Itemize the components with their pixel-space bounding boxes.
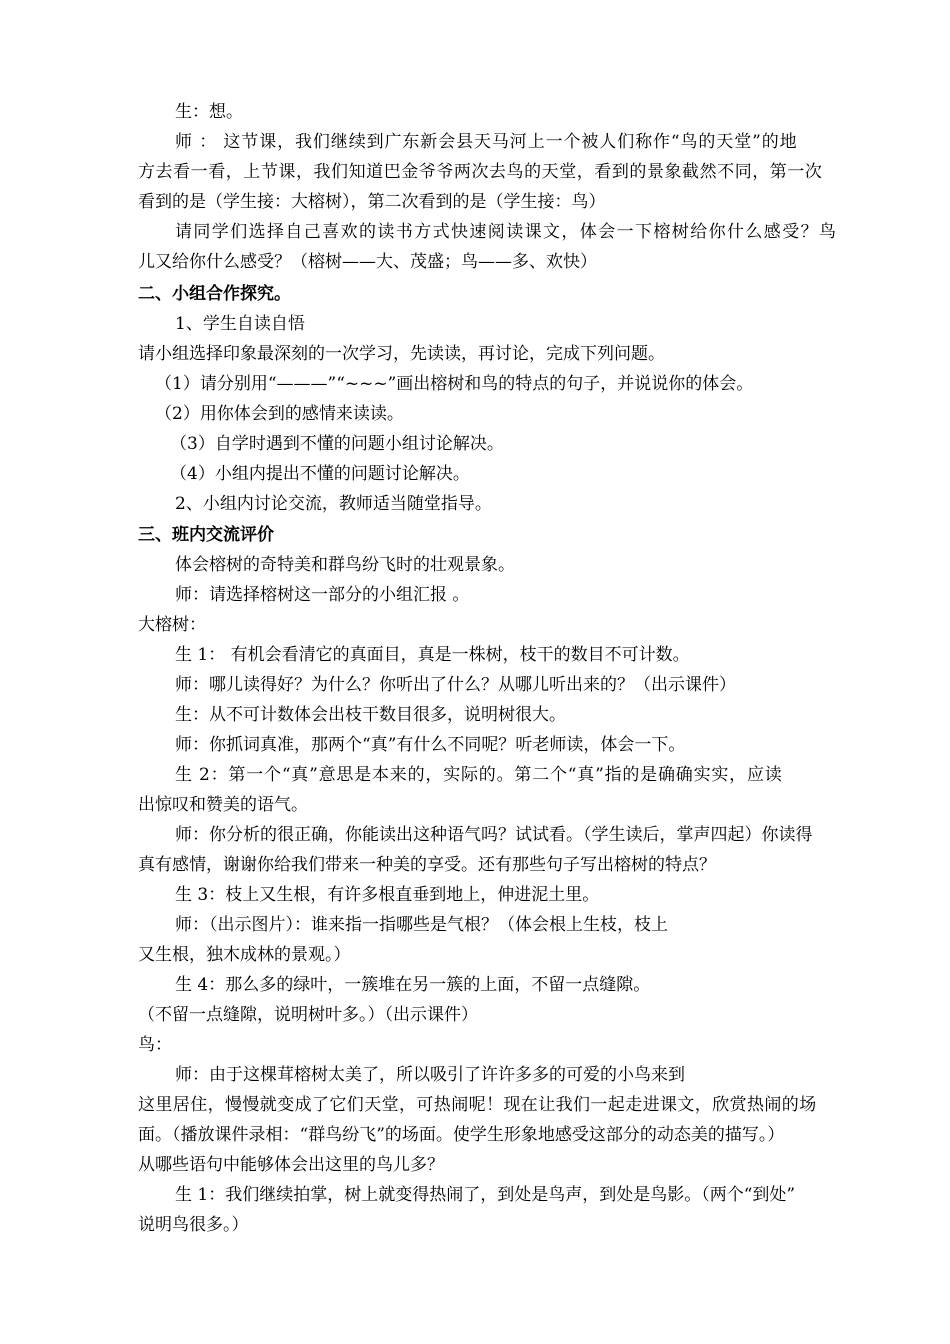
text-line: 体会榕树的奇特美和群鸟纷飞时的壮观景象。 xyxy=(175,555,515,575)
text-line: （3）自学时遇到不懂的问题小组讨论解决。 xyxy=(170,434,504,454)
section-heading: 二、小组合作探究。 xyxy=(138,284,291,304)
text-line: （2）用你体会到的感情来读读。 xyxy=(155,404,404,424)
text-line: 看到的是（学生接：大榕树），第二次看到的是（学生接：鸟） xyxy=(138,192,606,212)
text-line: 师：由于这棵茸榕树太美了，所以吸引了许许多多的可爱的小鸟来到 xyxy=(175,1065,685,1085)
text-line: 生 3：枝上又生根，有许多根直垂到地上，伸进泥土里。 xyxy=(175,885,600,905)
text-line: 出惊叹和赞美的语气。 xyxy=(138,795,308,815)
text-line: 又生根，独木成林的景观。） xyxy=(138,945,351,965)
section-heading: 三、班内交流评价 xyxy=(138,525,274,545)
text-line: 师：请选择榕树这一部分的小组汇报 。 xyxy=(175,585,470,605)
text-line: 鸟： xyxy=(138,1035,172,1055)
text-line: 生：从不可计数体会出枝干数目很多，说明树很大。 xyxy=(175,705,566,725)
text-line: 从哪些语句中能够体会出这里的鸟儿多？ xyxy=(138,1155,444,1175)
text-line: 1、学生自读自悟 xyxy=(175,314,305,334)
text-line: 儿又给你什么感受？（榕树——大、茂盛；鸟——多、欢快） xyxy=(138,252,597,272)
text-line: （4）小组内提出不懂的问题讨论解决。 xyxy=(170,464,470,484)
text-line: 生 1： 有机会看清它的真面目，真是一株树，枝干的数目不可计数。 xyxy=(175,645,690,665)
text-line: 师：哪儿读得好？为什么？你听出了什么？从哪儿听出来的？（出示课件） xyxy=(175,675,736,695)
text-line: 面。（播放课件录相：“群鸟纷飞”的场面。使学生形象地感受这部分的动态美的描写。） xyxy=(138,1125,785,1145)
text-line: 大榕树： xyxy=(138,615,206,635)
text-line: 生：想。 xyxy=(175,102,243,122)
text-line: （不留一点缝隙，说明树叶多。）（出示课件） xyxy=(138,1005,478,1025)
text-line: 师：你分析的很正确，你能读出这种语气吗？试试看。（学生读后，掌声四起）你读得 xyxy=(175,825,813,845)
text-line: 师 ： 这节课，我们继续到广东新会县天马河上一个被人们称作“鸟的天堂”的地 xyxy=(175,132,798,152)
text-line: （1）请分别用“———”“~~~”画出榕树和鸟的特点的句子，并说说你的体会。 xyxy=(155,374,754,394)
text-line: 师：（出示图片）：谁来指一指哪些是气根？（体会根上生枝，枝上 xyxy=(175,915,668,935)
text-line: 2、小组内讨论交流，教师适当随堂指导。 xyxy=(175,494,492,514)
text-line: 说明鸟很多。） xyxy=(138,1215,249,1235)
text-line: 方去看一看，上节课，我们知道巴金爷爷两次去鸟的天堂，看到的景象截然不同，第一次 xyxy=(138,162,823,182)
text-line: 真有感情，谢谢你给我们带来一种美的享受。还有那些句子写出榕树的特点？ xyxy=(138,855,716,875)
text-line: 师：你抓词真准，那两个“真”有什么不同呢？听老师读，体会一下。 xyxy=(175,735,686,755)
text-line: 请同学们选择自己喜欢的读书方式快速阅读课文，体会一下榕树给你什么感受？鸟 xyxy=(175,222,838,242)
text-line: 生 4：那么多的绿叶，一簇堆在另一簇的上面，不留一点缝隙。 xyxy=(175,975,651,995)
text-line: 请小组选择印象最深刻的一次学习，先读读，再讨论，完成下列问题。 xyxy=(138,344,665,364)
text-line: 生 1：我们继续拍掌，树上就变得热闹了，到处是鸟声，到处是鸟影。（两个“到处” xyxy=(175,1185,796,1205)
text-line: 这里居住，慢慢就变成了它们天堂，可热闹呢！现在让我们一起走进课文，欣赏热闹的场 xyxy=(138,1095,817,1115)
text-line: 生 2：第一个“真”意思是本来的，实际的。第二个“真”指的是确确实实，应读 xyxy=(175,765,783,785)
